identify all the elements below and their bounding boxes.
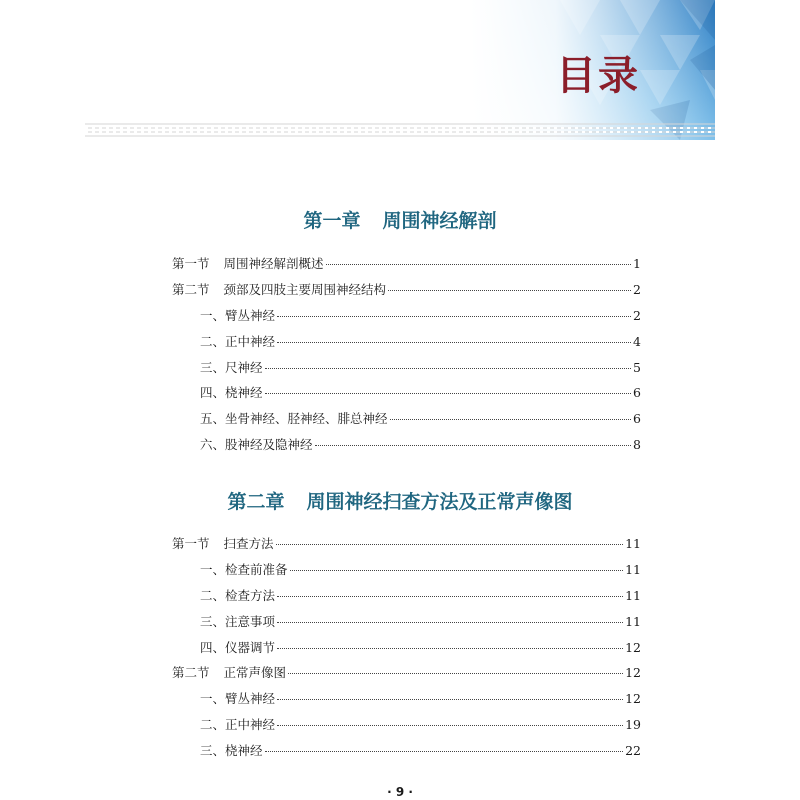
entry-title: 颈部及四肢主要周围神经结构 [223,281,387,297]
dot-leader [290,570,624,571]
toc-entry[interactable] [172,254,641,280]
entry-title: 一、臂丛神经 [200,691,276,707]
page-ref: 2 [633,281,641,297]
chapter-number: 第一章 [303,210,361,232]
toc-entry[interactable] [172,409,641,435]
dot-leader [265,393,631,394]
page-ref: 11 [625,536,641,551]
entry-title: 三、桡神经 [200,743,263,759]
page-ref: 12 [625,691,641,707]
toc-entry[interactable] [172,715,641,741]
toc-entry[interactable] [172,638,641,664]
toc-entry[interactable] [172,534,641,560]
page-ref: 1 [633,256,641,271]
chapter-title: 周围神经解剖 [382,210,497,232]
toc-entry[interactable] [172,306,641,332]
page-ref: 6 [633,411,641,427]
toc-chapter-2 [172,534,641,767]
entry-title: 五、坐骨神经、胫神经、腓总神经 [200,411,388,427]
dot-leader [277,342,631,343]
toc-entry[interactable] [172,383,641,409]
entry-title: 周围神经解剖概述 [223,256,324,271]
toc-entry[interactable] [172,280,641,306]
page-title: 目录 [556,53,640,99]
page-number: · 9 · [387,785,413,799]
section-label: 第一节 [172,536,210,551]
dot-leader [326,264,631,265]
page-ref: 11 [625,587,641,603]
page-ref: 6 [633,385,641,401]
toc-entry[interactable] [172,612,641,638]
entry-title: 四、仪器调节 [200,639,276,655]
entry-title: 二、检查方法 [200,587,276,603]
entry-title: 六、股神经及隐神经 [200,437,313,453]
toc-entry[interactable] [172,560,641,586]
entry-title: 二、正中神经 [200,333,276,349]
dot-leader [277,596,623,597]
entry-title: 三、尺神经 [200,359,263,375]
section-label: 第二节 [172,281,210,297]
page-ref: 8 [633,437,641,453]
section-label: 第一节 [172,256,210,271]
dot-leader [288,673,623,674]
entry-title: 三、注意事项 [200,613,276,629]
dot-leader [277,622,623,623]
page-ref: 11 [625,561,641,577]
page-ref: 12 [625,639,641,655]
dot-leader [276,544,624,545]
page-ref: 11 [625,613,641,629]
page-ref: 12 [625,665,641,681]
chapter-title: 周围神经扫查方法及正常声像图 [306,491,573,513]
toc-entry[interactable] [172,586,641,612]
chapter-heading-1 [0,206,800,233]
page-ref: 5 [633,359,641,375]
page-ref: 2 [633,307,641,323]
entry-title: 一、臂丛神经 [200,307,276,323]
dot-leader [265,368,631,369]
entry-title: 扫查方法 [223,536,274,551]
chapter-heading-2 [0,487,800,514]
dot-leader [390,419,631,420]
toc-entry[interactable] [172,358,641,384]
toc-entry[interactable] [172,663,641,689]
dot-leader [277,316,631,317]
section-label: 第二节 [172,665,210,681]
toc-entry[interactable] [172,689,641,715]
page-ref: 22 [625,743,641,759]
page-ref: 19 [625,717,641,733]
toc-entry[interactable] [172,741,641,767]
dot-leader [277,648,623,649]
toc-entry[interactable] [172,435,641,461]
toc-entry[interactable] [172,332,641,358]
toc-chapter-1 [172,254,641,461]
entry-title: 一、检查前准备 [200,561,288,577]
entry-title: 正常声像图 [223,665,287,681]
dot-leader [277,699,623,700]
dot-leader [388,290,631,291]
chapter-number: 第二章 [227,491,285,513]
header-decoration [0,0,800,145]
page-ref: 4 [633,333,641,349]
dot-leader [265,751,624,752]
entry-title: 二、正中神经 [200,717,276,733]
entry-title: 四、桡神经 [200,385,263,401]
dot-leader [277,725,623,726]
dot-leader [315,445,631,446]
